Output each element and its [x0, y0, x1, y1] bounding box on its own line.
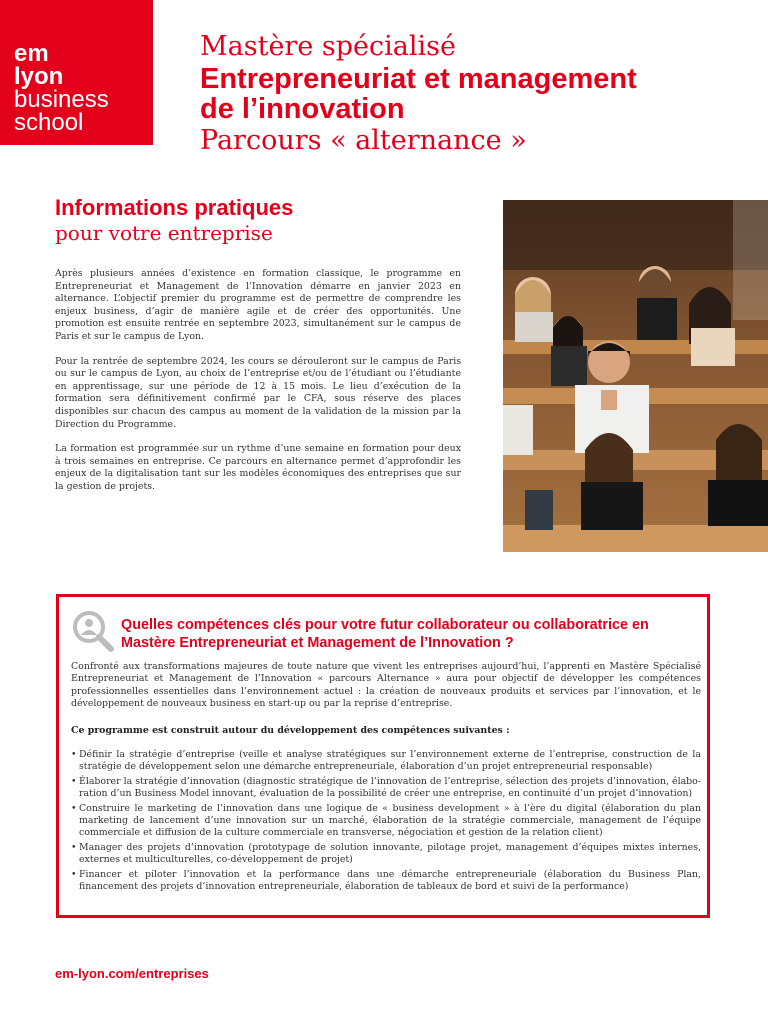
document-header	[200, 30, 637, 158]
students-classroom-photo	[503, 200, 768, 552]
list-item: • Manager des projets d’innovation (prototypage de solution innovante, pilotage projet, management d’équipes mixtes internes, externes et multiculturelles, co-développement de projet)	[71, 842, 701, 867]
intro-paragraph-1: Après plusieurs années d’existence en formation classique, le programme en Entrepreneuriat et Management de l’Innovation démarre en janvier 2023 en alternance. L’objectif premier du programme est de permettre de comprendre les enjeux business, d’agir de manière agile et de créer des opportunités. Une promotion est ensuite rentrée en septembre 2023, simultanément sur le campus de Paris et sur le campus de Lyon.	[55, 268, 461, 342]
intro-text	[55, 268, 461, 506]
logo-line-school: school	[14, 109, 84, 136]
header-title-line2: de l’innovation	[200, 93, 405, 125]
website-link[interactable]: em-lyon.com/entreprises	[55, 966, 209, 981]
search-person-icon	[71, 609, 115, 653]
list-item: • Financer et piloter l’innovation et la performance dans une démarche entrepreneuriale (élaboration du Business Plan, financement des projets d’innovation entrepreneuriale, élaboration de tableaux de bord et suivi de la performance)	[71, 869, 701, 894]
logo-line-em: em	[14, 40, 49, 67]
list-item: • Définir la stratégie d’entreprise (veille et analyse stratégiques sur l’environnement externe de l’entreprise, construction de la stratégie de développement selon une démarche entrepreneuriale, élaboration d’un projet entrepreneurial responsable)	[71, 749, 701, 774]
section-subtitle: pour votre entreprise	[55, 221, 273, 245]
intro-paragraph-3: La formation est programmée sur un rythme d’une semaine en formation pour deux à trois semaines en entreprise. Ce parcours en alternance permet d’approfondir les enjeux de la digitalisation tant sur les modèles économiques des entreprises que sur la gestion de projets.	[55, 443, 461, 492]
intro-paragraph-2: Pour la rentrée de septembre 2024, les cours se dérouleront sur le campus de Paris ou sur le campus de Lyon, au choix de l’entreprise et/ou de l’étudiant ou l’étudiante en apprentissage, sur une période de 12 à 15 mois. Le lieu d’exécution de la formation sera définitivement confirmé par le CFA, sous réserve des places disponibles sur chacun des campus au moment de la validation de la mission par la Direction du Programme.	[55, 355, 461, 430]
section-title: Informations pratiques	[55, 195, 294, 220]
header-track: Parcours « alternance »	[200, 125, 527, 156]
skills-question: Quelles compétences clés pour votre futur collaborateur ou collaboratrice en Mastère Entrepreneuriat et Management de l’Innovation ?	[121, 617, 649, 651]
logo-line-business: business	[14, 86, 109, 113]
list-item: • Élaborer la stratégie d’innovation (diagnostic stratégique de l’innovation de l’entreprise, sélection des projets d’innovation, élabo-ration d’un Business Model innovant, évaluation de la possibilité de créer une entreprise, en continuité d’un projet d’innovation)	[71, 776, 701, 801]
logo-line-lyon: lyon	[14, 63, 64, 90]
skills-lead: Ce programme est construit autour du développement des compétences suivantes :	[71, 724, 510, 736]
list-item: • Construire le marketing de l’innovation dans une logique de « business development » à l’ère du digital (élaboration du plan marketing de lancement d’une innovation sur un marché, élaboration de la stratégie commerciale, management de l’équipe commerciale et diffusion de la culture commerciale en transverse, négociation et gestion de la relation client)	[71, 803, 701, 840]
key-skills-box	[56, 594, 710, 918]
skills-list	[71, 749, 701, 893]
header-title-line1: Entrepreneuriat et management	[200, 63, 637, 95]
skills-body	[71, 661, 701, 896]
header-subtitle: Mastère spécialisé	[200, 31, 456, 62]
skills-intro-paragraph: Confronté aux transformations majeures de toute nature que vivent les entreprises aujourd’hui, l’apprenti en Mastère Spécialisé Entrepreneuriat et Management de l’Innovation « parcours Alternance » aura pour objectif de développer les compétences professionnelles essentielles dans l’environnement actuel : la création de nouveaux produits et services par l’innovation, et le développement de nouveaux business en start-up ou par la reprise d’entreprise.	[71, 661, 701, 710]
section-heading	[55, 195, 293, 245]
school-logo	[0, 0, 153, 145]
